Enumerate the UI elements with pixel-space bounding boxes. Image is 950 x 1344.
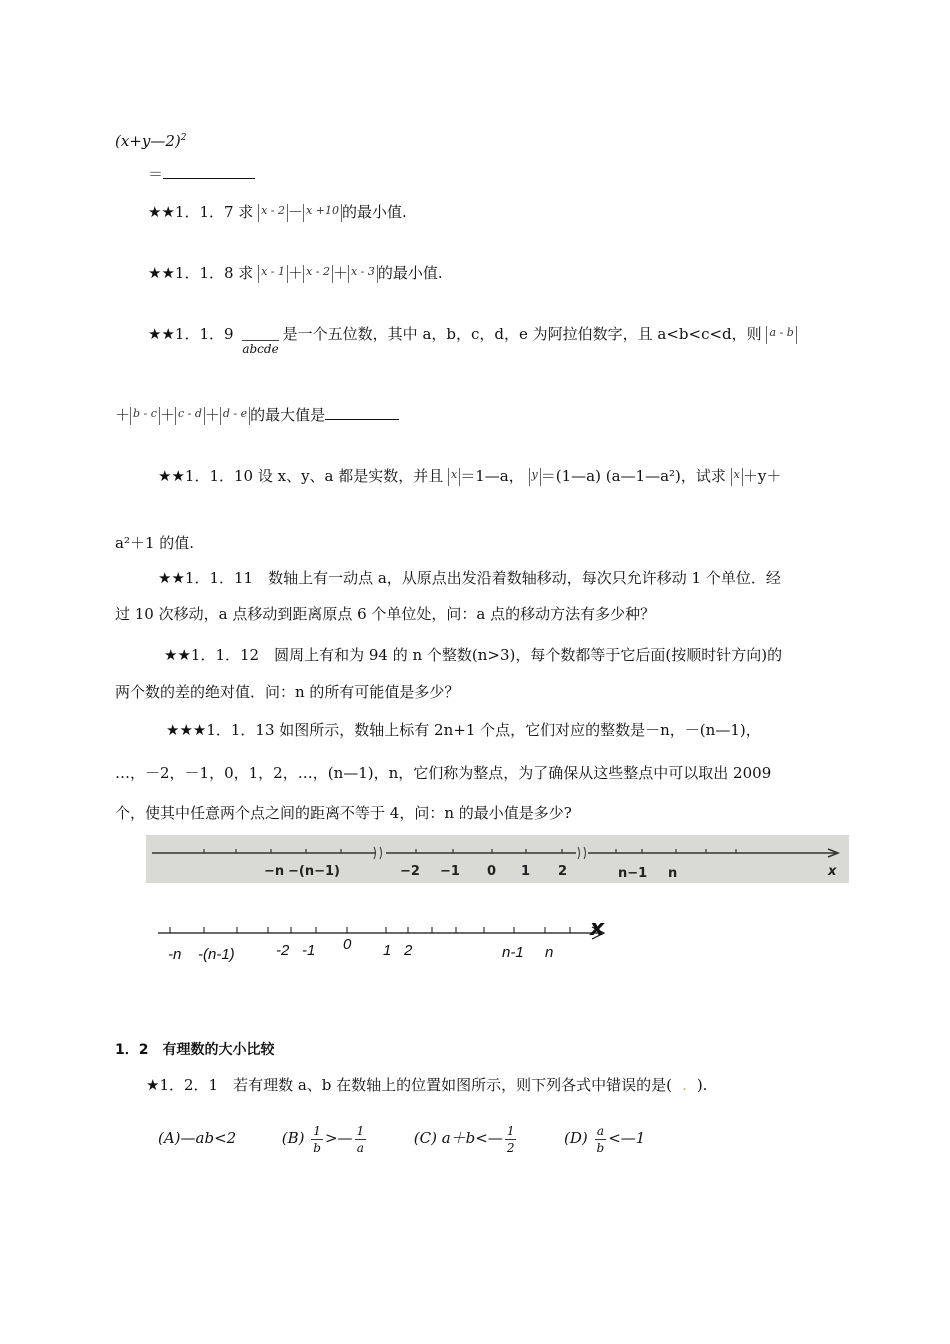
abs-expression: a - b [766,326,796,344]
problem-1-2-1 [146,1075,707,1095]
problem-text: 1．1．10 设 x、y、a 都是实数，并且 [184,467,444,485]
abs-expression: x - 3 [348,265,378,283]
expr-line [115,128,186,151]
problem-text: 1．2．1 若有理数 a、b 在数轴上的位置如图所示，则下列各式中错误的是( [159,1076,673,1094]
abs-expression: x - 2 [303,265,333,283]
operator: ＋ [204,406,220,424]
overline-number: abcde [242,342,279,356]
option-b-op: >— [324,1129,353,1147]
axis-label: -2 [276,942,290,959]
difficulty-stars: ★ [146,1076,160,1094]
photo-label: 1 [521,864,531,879]
number-line-drawing [150,915,650,965]
abs-expression: b - c [130,407,160,425]
equals-blank-line [148,164,255,184]
problem-text: 个，使其中任意两个点之间的距离不等于 4，问：n 的最小值是多少? [115,804,572,822]
axis-label: n-1 [502,944,524,961]
exponent: 2 [180,133,187,143]
problem-text: 过 10 次移动，a 点移动到距离原点 6 个单位处，问：a 点的移动方法有多少种？ [115,605,656,623]
number-line-photo-svg [146,835,849,883]
option-c-fraction [505,1123,517,1156]
problem-text: 的最大值是 [250,406,326,424]
problem-number: 1．1．8 求 [174,264,254,282]
problem-text: 1．1．13 如图所示，数轴上标有 2n+1 个点，它们对应的整数是－n，－(n—1)， [206,721,761,739]
abs-expression: x - 2 [258,204,288,222]
problem-text: ＝(1—a) (a—1—a²)，试求 [540,467,726,485]
difficulty-stars: ★★ [148,203,175,221]
option-b-fraction-2 [355,1123,367,1156]
problem-text: 两个数的差的绝对值．问：n 的所有可能值是多少？ [115,683,460,701]
problem-text: ＋y＋ [742,467,782,485]
problem-text: 1．1．11 数轴上有一动点 a，从原点出发沿着数轴移动，每次只允许移动 1 个单位．经 [184,569,781,587]
option-a: (A)—ab<2 [158,1129,237,1147]
difficulty-stars: ★★★ [166,721,207,739]
axis-label: n [545,944,554,961]
problem-text: 的最小值. [341,203,407,221]
photo-label: −n [264,864,285,879]
abs-expression: c - d [175,407,205,425]
operator: ＋ [115,406,131,424]
problem-text: a²＋1 的值. [115,534,195,552]
number-line-photo [146,835,849,883]
answer-blank [163,164,255,179]
problem-1-1-13-cont2 [115,803,572,823]
difficulty-stars: ★★ [148,325,175,343]
axis-label: -(n-1) [198,946,235,963]
problem-1-1-11 [158,568,781,588]
problem-1-1-13-cont [115,763,771,783]
numerator: 1 [506,1123,515,1138]
section-title: 1．2 有理数的大小比较 [115,1042,275,1058]
denominator: b [313,1140,321,1155]
problem-text: 是一个五位数，其中 a，b，c，d，e 为阿拉伯数字，且 a<b<c<d，则 [282,325,762,343]
operator: － [288,203,304,221]
photo-label: −2 [400,864,420,879]
problem-number: 1．1．7 求 [174,203,254,221]
abs-expression: d - e [220,407,250,425]
abs-expression: x [448,468,460,486]
problem-1-1-9 [148,324,797,356]
photo-label: n−1 [618,866,648,881]
section-heading [115,1040,274,1060]
problem-text: ). [696,1076,708,1094]
denominator: 2 [506,1140,515,1155]
problem-text: 的最小值. [377,264,443,282]
problem-1-1-10 [158,466,781,486]
photo-label: −(n−1) [288,864,340,879]
problem-1-1-10-cont [115,533,194,553]
problem-1-1-12 [164,645,782,665]
photo-label: −1 [440,864,460,879]
numerator: 1 [311,1123,323,1140]
operator: ＋ [332,264,348,282]
answer-dot: . [682,1076,687,1094]
option-c-label: (C) a＋b<— [413,1129,503,1147]
problem-text: …，－2，－1，0，1，2，…，(n—1)，n，它们称为整点，为了确保从这些整点中可以取出 2009 [115,764,772,782]
problem-1-1-13 [166,720,761,740]
operator: ＋ [159,406,175,424]
problem-text: ＝1—a， [460,467,524,485]
photo-label: n [668,866,678,881]
problem-1-1-9-cont [115,405,399,425]
option-d-tail: <—1 [608,1129,646,1147]
difficulty-stars: ★★ [158,569,185,587]
axis-label: -n [168,946,182,963]
option-d-fraction [595,1123,607,1156]
option-d-label: (D) [564,1129,588,1147]
problem-1-1-11-cont [115,604,655,624]
axis-letter: x [590,916,605,941]
axis-label: 1 [383,942,392,959]
option-b-fraction-1 [311,1123,323,1156]
denominator: a [356,1140,364,1155]
difficulty-stars: ★★ [164,646,191,664]
problem-1-1-8 [148,263,443,283]
axis-label: 0 [343,936,352,953]
abs-expression: x - 1 [258,265,288,283]
photo-label: 0 [487,864,497,879]
numerator: 1 [356,1123,365,1138]
axis-label: 2 [404,942,413,959]
expr-text: (x+y—2) [115,132,181,150]
photo-label: x [828,864,837,879]
problem-text: 1．1．12 圆周上有和为 94 的 n 个整数(n>3)，每个数都等于它后面(按顺时针方向)的 [190,646,783,664]
denominator: b [596,1140,605,1155]
equals-sign: ＝ [148,165,164,183]
operator: ＋ [288,264,304,282]
option-b-label: (B) [281,1129,305,1147]
photo-label: 2 [558,864,568,879]
axis-label: -1 [302,942,316,959]
difficulty-stars: ★★ [148,264,175,282]
abs-expression: x +10 [303,204,342,222]
answer-blank [325,405,399,420]
problem-1-1-12-cont [115,682,459,702]
abs-expression: y [529,468,541,486]
problem-number: 1．1．9 [174,325,234,343]
numerator: a [595,1123,607,1140]
problem-1-1-7 [148,202,407,222]
difficulty-stars: ★★ [158,467,185,485]
abs-expression: x [731,468,743,486]
options-row [158,1118,645,1158]
